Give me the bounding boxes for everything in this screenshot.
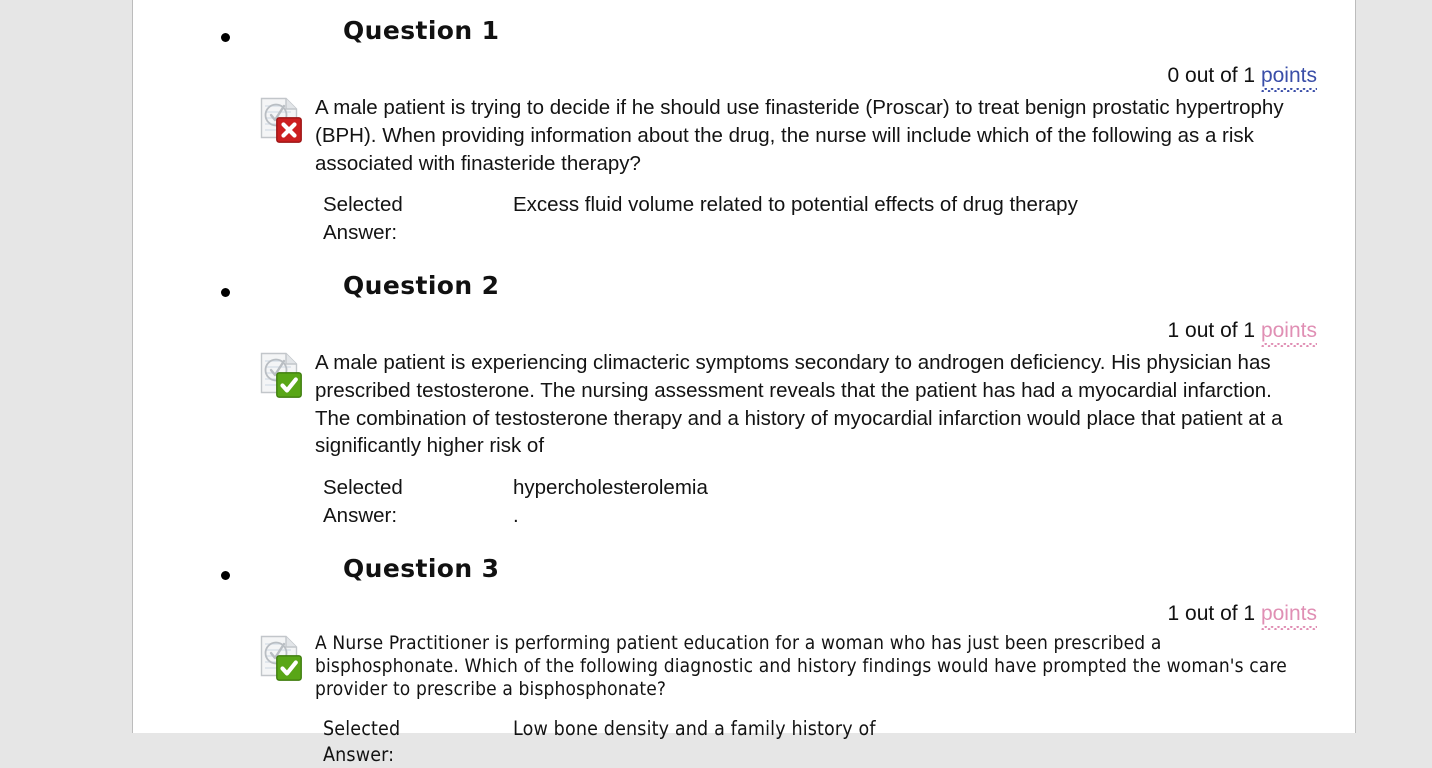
bullet-marker-2 (221, 288, 230, 297)
document-page (132, 0, 1356, 766)
question-1-answer-row (323, 191, 1355, 247)
bullet-marker-1 (221, 33, 230, 42)
question-2-result-icon-wrapper (258, 352, 308, 398)
question-block-2 (133, 271, 1355, 530)
document-content (133, 0, 1355, 766)
question-2-points (1168, 319, 1317, 342)
question-3-text: A Nurse Practitioner is performing patient education for a woman who has just been prescribed a bisphosphonate. Which of the following diagnostic and history findings would have prompted the woman's care provider to prescribe a bisphosphonate? (315, 632, 1287, 701)
question-2-points-word: points (1260, 319, 1317, 342)
question-2-body (133, 349, 1355, 460)
question-1-points (1168, 64, 1317, 87)
question-2-answer-label: Selected Answer: (323, 476, 403, 528)
question-1-body (133, 94, 1355, 177)
question-3-points-word: points (1260, 602, 1317, 625)
question-2-text: A male patient is experiencing climacteric symptoms secondary to androgen deficiency. His physician has prescribed testosterone. The nursing assessment reveals that the patient has had a myocardial infarction. The combination of testosterone therapy and a history of myocardial infarction would place that patient at a significantly higher risk of (315, 351, 1283, 458)
question-block-1 (133, 16, 1355, 247)
question-3-answer-value: Low bone density and a family history of (513, 716, 876, 740)
green-check-badge-icon (276, 372, 302, 398)
bullet-marker-3 (221, 571, 230, 580)
question-1-points-row (133, 64, 1355, 94)
question-2-answer-row (323, 474, 1355, 530)
question-3-header (133, 554, 1355, 602)
question-1-points-prefix: 0 out of 1 (1167, 64, 1261, 87)
question-1-title: Question 1 (343, 16, 500, 45)
question-3-answer-row (323, 716, 1355, 768)
question-3-answer-label: Selected Answer: (323, 716, 401, 766)
question-3-points-row (133, 602, 1355, 632)
red-x-badge-icon (276, 117, 302, 143)
question-2-header (133, 271, 1355, 319)
question-1-text: A male patient is trying to decide if he should use finasteride (Proscar) to treat benign prostatic hypertrophy (BPH). When providing information about the drug, the nurse will include which of the following as a risk associated with finasteride therapy? (315, 96, 1284, 175)
question-3-points-prefix: 1 out of 1 (1167, 602, 1261, 625)
question-2-points-prefix: 1 out of 1 (1167, 319, 1261, 342)
question-1-answer-label: Selected Answer: (323, 193, 403, 245)
question-2-points-row (133, 319, 1355, 349)
question-1-points-word: points (1260, 64, 1317, 87)
question-3-result-icon-wrapper (258, 635, 308, 681)
question-3-title: Question 3 (343, 554, 500, 583)
question-3-body (133, 632, 1355, 702)
question-1-answer-value: Excess fluid volume related to potential effects of drug therapy (513, 193, 1078, 217)
question-1-header (133, 16, 1355, 64)
question-3-points (1168, 602, 1317, 625)
question-2-answer-value: hypercholesterolemia . (513, 476, 708, 528)
question-1-result-icon-wrapper (258, 97, 308, 143)
question-block-3 (133, 554, 1355, 768)
question-2-title: Question 2 (343, 271, 500, 300)
green-check-badge-icon (276, 655, 302, 681)
